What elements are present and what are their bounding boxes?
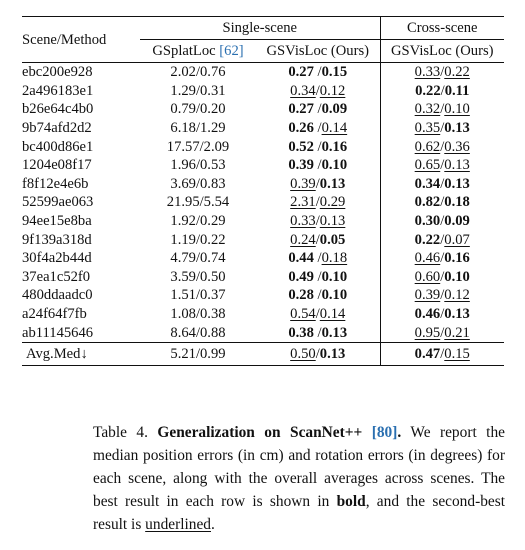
gsvisloc-single-value-part-1: / (313, 250, 322, 267)
gsvisloc-cross-cell (380, 175, 504, 194)
gsvisloc-single-value-part-1: / (313, 268, 322, 285)
gsvisloc-single-value-part-0: 0.27 (288, 101, 314, 118)
gsplatloc-cell: 1.19/0.22 (170, 231, 226, 248)
gsplatloc-cell: 1.96/0.53 (170, 157, 226, 174)
scene-id-cell: bc400d86e1 (22, 138, 94, 155)
gsvisloc-cross-value-part-2: 0.09 (444, 213, 470, 230)
gsvisloc-single-cell (256, 323, 380, 342)
gsvisloc-single-cell (256, 212, 380, 231)
scene-id-cell: f8f12e4e6b (22, 175, 89, 192)
gsvisloc-single-header: GSVisLoc (Ours) (266, 43, 369, 59)
caption-text-3: . (211, 516, 215, 533)
average-single-value-part-1: / (315, 345, 320, 362)
gsvisloc-cross-value-part-2: 0.13 (444, 157, 470, 174)
gsvisloc-cross-value-part-2: 0.13 (444, 120, 470, 137)
table-row (22, 82, 504, 101)
gsvisloc-cross-value-part-0: 0.22 (414, 231, 441, 248)
gsvisloc-cross-value-part-2: 0.11 (444, 82, 470, 99)
table-row (22, 230, 504, 249)
scene-id-cell: a24f64f7fb (22, 306, 87, 323)
gsvisloc-cross-value-part-0: 0.30 (414, 213, 441, 230)
gsvisloc-single-value-part-2: 0.10 (321, 268, 348, 285)
gsvisloc-cross-value-part-2: 0.16 (444, 250, 470, 267)
gsvisloc-single-value-part-0: 0.27 (288, 64, 314, 81)
gsvisloc-single-cell (256, 100, 380, 119)
gsplatloc-cell: 1.51/0.37 (170, 287, 226, 304)
single-scene-header: Single-scene (140, 17, 380, 40)
table-row (22, 268, 504, 287)
average-cross-value-part-1: / (440, 345, 445, 362)
gsvisloc-single-cell (256, 193, 380, 212)
average-single-value-part-0: 0.50 (290, 345, 316, 362)
gsvisloc-single-value-part-0: 0.44 (288, 250, 314, 267)
gsvisloc-cross-value-part-2: 0.22 (444, 64, 470, 81)
gsvisloc-cross-value-part-0: 0.46 (414, 306, 441, 323)
gsvisloc-single-value-part-0: 0.24 (290, 231, 316, 248)
gsvisloc-single-value-part-0: 0.52 (288, 138, 314, 155)
gsvisloc-single-value-part-1: / (315, 306, 320, 323)
gsplatloc-cell: 3.59/0.50 (170, 268, 226, 285)
gsvisloc-cross-cell (380, 249, 504, 268)
gsvisloc-single-cell (256, 286, 380, 305)
caption-label: Table 4. (93, 424, 148, 441)
scene-id-cell: 9b74afd2d2 (22, 120, 92, 137)
scene-id-cell: 94ee15e8ba (22, 213, 92, 230)
gsvisloc-single-value-part-1: / (313, 287, 322, 304)
gsvisloc-single-value-part-0: 0.39 (290, 175, 316, 192)
table-row (22, 175, 504, 194)
scene-id-cell: 37ea1c52f0 (22, 268, 91, 285)
gsvisloc-cross-cell (380, 100, 504, 119)
table-row (22, 137, 504, 156)
scene-id-cell: 1204e08f17 (22, 157, 92, 174)
average-gsplatloc: 5.21/0.99 (170, 345, 226, 362)
gsvisloc-single-value-part-0: 0.49 (288, 268, 314, 285)
header-row-groups (22, 17, 504, 40)
gsvisloc-single-cell (256, 63, 380, 82)
table-row (22, 193, 504, 212)
scene-id-cell: ab11145646 (22, 324, 94, 341)
scene-id-cell: 480ddaadc0 (22, 287, 93, 304)
table-row (22, 156, 504, 175)
gsvisloc-cross-value-part-1: / (440, 82, 445, 99)
gsvisloc-single-value-part-2: 0.12 (319, 82, 346, 99)
gsvisloc-cross-value-part-1: / (440, 101, 445, 118)
gsvisloc-single-value-part-1: / (315, 231, 320, 248)
gsvisloc-single-value-part-2: 0.09 (321, 101, 348, 118)
gsplatloc-cell: 21.95/5.54 (166, 194, 230, 211)
gsvisloc-single-value-part-2: 0.13 (319, 175, 346, 192)
gsvisloc-single-value-part-2: 0.13 (319, 213, 346, 230)
table-row (22, 212, 504, 231)
gsvisloc-single-value-part-2: 0.10 (321, 157, 348, 174)
gsvisloc-cross-value-part-0: 0.33 (414, 64, 441, 81)
gsvisloc-single-cell (256, 119, 380, 138)
gsvisloc-single-value-part-2: 0.29 (319, 194, 346, 211)
scene-id-cell: b26e64c4b0 (22, 101, 94, 118)
gsvisloc-cross-value-part-1: / (440, 64, 445, 81)
gsvisloc-cross-value-part-2: 0.13 (444, 175, 470, 192)
average-label: Avg.Med↓ (26, 345, 88, 362)
table-row (22, 286, 504, 305)
gsvisloc-cross-value-part-0: 0.82 (414, 194, 441, 211)
gsvisloc-single-value-part-1: / (315, 175, 320, 192)
gsvisloc-single-cell (256, 156, 380, 175)
gsplatloc-cell: 1.08/0.38 (170, 306, 226, 323)
gsvisloc-cross-value-part-0: 0.35 (414, 120, 441, 137)
gsvisloc-cross-value-part-1: / (440, 194, 445, 211)
gsvisloc-cross-value-part-0: 0.46 (414, 250, 441, 267)
gsvisloc-single-value-part-0: 0.34 (290, 82, 316, 99)
gsplatloc-cell: 2.02/0.76 (170, 64, 226, 81)
gsvisloc-cross-value-part-1: / (440, 268, 445, 285)
gsvisloc-single-value-part-0: 0.54 (290, 306, 316, 323)
gsvisloc-single-value-part-0: 0.26 (288, 120, 314, 137)
gsvisloc-cross-value-part-0: 0.39 (414, 287, 441, 304)
average-single-value-part-2: 0.13 (319, 345, 346, 362)
gsvisloc-cross-value-part-2: 0.36 (444, 138, 470, 155)
average-gsvisloc-cross (380, 343, 504, 366)
gsvisloc-cross-cell (380, 63, 504, 82)
average-cross-value-part-2: 0.15 (444, 345, 470, 362)
gsvisloc-cross-cell (380, 82, 504, 101)
gsvisloc-cross-cell (380, 230, 504, 249)
results-body (22, 63, 504, 342)
scene-method-header: Scene/Method (22, 31, 107, 48)
gsvisloc-cross-value-part-0: 0.32 (414, 101, 441, 118)
gsvisloc-single-value-part-1: / (313, 64, 322, 81)
gsvisloc-cross-value-part-1: / (440, 175, 445, 192)
gsvisloc-cross-value-part-2: 0.13 (444, 306, 470, 323)
gsplatloc-header (140, 40, 256, 63)
gsvisloc-cross-value-part-1: / (440, 120, 445, 137)
gsvisloc-cross-cell (380, 193, 504, 212)
gsvisloc-single-value-part-0: 0.39 (288, 157, 314, 174)
gsvisloc-cross-value-part-0: 0.65 (414, 157, 441, 174)
gsvisloc-cross-value-part-0: 0.22 (415, 82, 441, 99)
gsvisloc-cross-value-part-0: 0.34 (414, 175, 441, 192)
gsvisloc-single-value-part-2: 0.18 (321, 250, 348, 267)
gsvisloc-cross-cell (380, 268, 504, 287)
gsvisloc-cross-value-part-2: 0.21 (444, 324, 470, 341)
gsvisloc-cross-value-part-0: 0.60 (414, 268, 441, 285)
average-row (22, 343, 504, 366)
gsvisloc-cross-cell (380, 323, 504, 342)
gsplatloc-cell: 1.29/0.31 (170, 82, 226, 99)
scene-id-cell: 9f139a318d (22, 231, 92, 248)
results-table (22, 16, 504, 366)
gsvisloc-cross-cell (380, 137, 504, 156)
table-row (22, 249, 504, 268)
gsvisloc-cross-value-part-2: 0.07 (444, 231, 470, 248)
gsvisloc-cross-value-part-0: 0.95 (414, 324, 441, 341)
caption-citation[interactable]: [80] (371, 424, 398, 441)
gsvisloc-single-value-part-1: / (315, 213, 320, 230)
gsvisloc-single-value-part-1: / (315, 194, 320, 211)
gsvisloc-cross-value-part-1: / (440, 306, 445, 323)
gsvisloc-single-value-part-1: / (313, 138, 322, 155)
gsvisloc-cross-value-part-1: / (440, 250, 445, 267)
caption-title-end: . (397, 424, 402, 441)
gsvisloc-cross-value-part-2: 0.10 (444, 268, 470, 285)
gsvisloc-single-cell (256, 137, 380, 156)
scene-id-cell: 30f4a2b44d (22, 250, 92, 267)
caption-title: Generalization on ScanNet++ (157, 424, 363, 441)
caption-text-2: , and the second-best result is (93, 493, 505, 533)
gsvisloc-cross-header: GSVisLoc (Ours) (380, 40, 504, 63)
gsvisloc-single-value-part-0: 0.28 (288, 287, 314, 304)
gsvisloc-single-value-part-2: 0.14 (321, 120, 348, 137)
average-cross-value-part-0: 0.47 (414, 345, 441, 362)
gsvisloc-single-value-part-2: 0.16 (321, 138, 348, 155)
gsvisloc-single-cell (256, 249, 380, 268)
gsvisloc-cross-cell (380, 286, 504, 305)
gsvisloc-cross-value-part-1: / (440, 287, 445, 304)
gsvisloc-single-cell (256, 305, 380, 324)
cross-scene-header: Cross-scene (380, 17, 504, 40)
gsvisloc-cross-cell (380, 212, 504, 231)
gsplatloc-cell: 3.69/0.83 (170, 175, 226, 192)
caption-underline-word: underlined (145, 516, 211, 533)
gsplatloc-cell: 0.79/0.20 (170, 101, 226, 118)
table-row (22, 323, 504, 342)
gsvisloc-single-value-part-2: 0.15 (321, 64, 348, 81)
gsvisloc-single-cell (256, 230, 380, 249)
gsvisloc-cross-value-part-1: / (440, 231, 445, 248)
gsvisloc-cross-value-part-2: 0.18 (444, 194, 470, 211)
gsvisloc-cross-cell (380, 119, 504, 138)
gsvisloc-cross-cell (380, 156, 504, 175)
gsvisloc-single-cell (256, 268, 380, 287)
gsplatloc-citation[interactable]: [62] (219, 43, 244, 59)
gsvisloc-single-value-part-1: / (313, 157, 322, 174)
gsvisloc-cross-value-part-2: 0.12 (444, 287, 470, 304)
gsplatloc-cell: 4.79/0.74 (170, 250, 226, 267)
table-caption (93, 421, 505, 536)
gsplatloc-name: GSplatLoc (152, 43, 216, 59)
table-row (22, 119, 504, 138)
gsvisloc-single-value-part-1: / (313, 324, 322, 341)
gsvisloc-cross-value-part-1: / (440, 138, 445, 155)
gsvisloc-single-value-part-2: 0.10 (321, 287, 348, 304)
gsvisloc-single-value-part-2: 0.14 (319, 306, 346, 323)
gsvisloc-single-value-part-2: 0.13 (321, 324, 348, 341)
gsvisloc-single-cell (256, 82, 380, 101)
gsvisloc-cross-value-part-0: 0.62 (414, 138, 441, 155)
gsvisloc-cross-cell (380, 305, 504, 324)
caption-text-1: We report the median position errors (in cm) and rotation errors (in degrees) for each scene, along with the overall averages across scenes. The best result in each row is shown in (93, 424, 505, 510)
average-gsvisloc-single (256, 343, 380, 366)
gsvisloc-cross-value-part-1: / (440, 157, 445, 174)
gsvisloc-cross-value-part-2: 0.10 (444, 101, 470, 118)
gsvisloc-single-value-part-1: / (313, 101, 322, 118)
gsvisloc-single-cell (256, 175, 380, 194)
scene-id-cell: ebc200e928 (22, 64, 93, 81)
gsvisloc-single-value-part-0: 0.33 (290, 213, 316, 230)
gsvisloc-single-value-part-0: 2.31 (290, 194, 316, 211)
gsvisloc-cross-value-part-1: / (440, 213, 445, 230)
gsplatloc-cell: 6.18/1.29 (170, 120, 226, 137)
gsvisloc-cross-value-part-1: / (440, 324, 445, 341)
gsvisloc-single-value-part-2: 0.05 (319, 231, 346, 248)
gsvisloc-single-value-part-1: / (315, 82, 320, 99)
gsplatloc-cell: 1.92/0.29 (170, 213, 226, 230)
scene-id-cell: 2a496183e1 (22, 82, 94, 99)
table-row (22, 100, 504, 119)
gsplatloc-cell: 17.57/2.09 (166, 138, 230, 155)
scene-id-cell: 52599ae063 (22, 194, 94, 211)
gsplatloc-cell: 8.64/0.88 (170, 324, 226, 341)
gsvisloc-single-value-part-1: / (313, 120, 322, 137)
table-row (22, 305, 504, 324)
gsvisloc-single-value-part-0: 0.38 (288, 324, 314, 341)
table-row (22, 63, 504, 82)
caption-bold-word: bold (336, 493, 366, 510)
